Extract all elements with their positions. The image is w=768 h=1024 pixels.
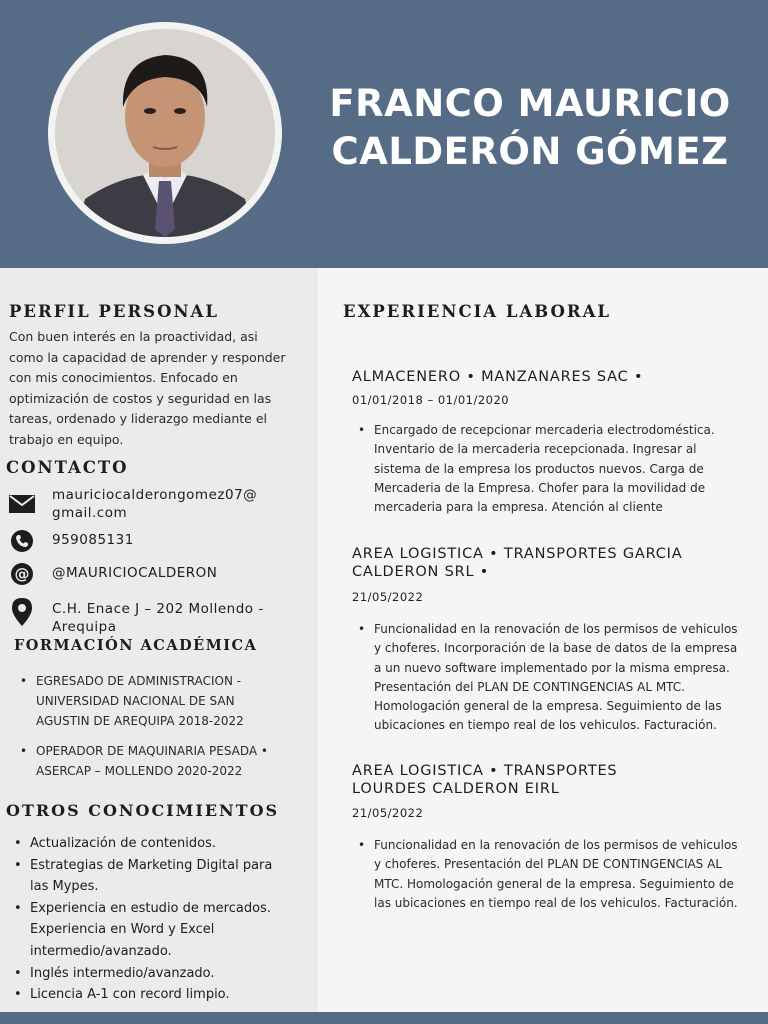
- contact-social[interactable]: [8, 562, 282, 586]
- envelope-icon: [8, 492, 36, 516]
- job-1-date: 01/01/2018 – 01/01/2020: [352, 393, 510, 407]
- address-line-1: C.H. Enace J – 202 Mollendo -: [52, 601, 264, 617]
- profile-photo-frame: [48, 22, 282, 244]
- otros-item: • Inglés intermedio/avanzado.: [12, 963, 292, 985]
- formacion-list: [18, 671, 288, 781]
- job-2-list: [356, 620, 741, 736]
- contact-email[interactable]: [8, 486, 282, 522]
- job-1-desc: • Encargado de recepcionar mercaderia electrodoméstica. Inventario de la mercaderia recepcionada. Ingresar al sistema de la empresa los productos nuevos. Carga de Mercaderia de la Empresa. Chofer para la movilidad de mercaderia para la empresa. Atención al cliente: [356, 421, 741, 517]
- full-name: [300, 80, 760, 176]
- otros-item: • Estrategias de Marketing Digital para las Mypes.: [12, 855, 292, 898]
- contacto-title: CONTACTO: [6, 458, 129, 477]
- formacion-item: • EGRESADO DE ADMINISTRACION - UNIVERSIDAD NACIONAL DE SAN AGUSTIN DE AREQUIPA 2018-2022: [18, 671, 288, 731]
- perfil-title: PERFIL PERSONAL: [9, 302, 219, 321]
- otros-item: • Experiencia en estudio de mercados. Experiencia en Word y Excel intermedio/avanzado.: [12, 898, 292, 963]
- job-3-date: 21/05/2022: [352, 806, 424, 820]
- profile-photo: [55, 29, 275, 237]
- email-line-2: gmail.com: [52, 505, 128, 521]
- header-banner: [0, 0, 768, 268]
- job-1-title: ALMACENERO • MANZANARES SAC •: [352, 369, 644, 385]
- email-line-1: mauriciocalderongomez07@: [52, 487, 258, 503]
- job-2-date: 21/05/2022: [352, 590, 424, 604]
- contact-address: [8, 597, 282, 636]
- formacion-title: FORMACIÓN ACADÉMICA: [14, 637, 258, 654]
- job-2-desc: • Funcionalidad en la renovación de los permisos de vehiculos y choferes. Incorporación de la base de datos de la empresa a un nuevo software implementado por la misma empresa. Presentación del PLAN DE CONTINGENCIAS AL MTC. Homologación general de la empresa. Seguimiento de las ubicaciones en tiempo real de los vehiculos. Facturación.: [356, 620, 741, 736]
- contact-phone[interactable]: [8, 529, 282, 553]
- job-3-list: [356, 836, 741, 913]
- address-line-2: Arequipa: [52, 619, 117, 635]
- job-3-desc: • Funcionalidad en la renovación de los permisos de vehiculos y choferes. Presentación del PLAN DE CONTINGENCIAS AL MTC. Homologación general de la empresa. Seguimiento de las ubicaciones en tiempo real de los vehiculos. Facturación.: [356, 836, 741, 913]
- name-line-2: CALDERÓN GÓMEZ: [331, 130, 729, 173]
- location-pin-icon: [8, 597, 36, 627]
- footer-bar: [0, 1012, 768, 1024]
- job-1-list: [356, 421, 741, 517]
- job-3-title: AREA LOGISTICA • TRANSPORTES LOURDES CALDERON EIRL: [352, 763, 618, 797]
- formacion-item: • OPERADOR DE MAQUINARIA PESADA • ASERCAP – MOLLENDO 2020-2022: [18, 741, 288, 781]
- otros-item: • Actualización de contenidos.: [12, 833, 292, 855]
- name-line-1: FRANCO MAURICIO: [329, 82, 731, 125]
- otros-list: [12, 833, 292, 1006]
- experiencia-title: EXPERIENCIA LABORAL: [343, 302, 611, 321]
- otros-title: OTROS CONOCIMIENTOS: [6, 801, 280, 820]
- otros-item: • Licencia A-1 con record limpio.: [12, 984, 292, 1006]
- phone-icon: [8, 529, 36, 553]
- at-sign-icon: [8, 562, 36, 586]
- perfil-text: Con buen interés en la proactividad, asi como la capacidad de aprender y responder con mis conocimientos. Enfocado en optimización de costos y seguridad en las tareas, ordenado y liderazgo mediante el trabajo en equipo.: [9, 329, 286, 447]
- svg-text:@: @: [14, 565, 30, 583]
- social-handle: @MAURICIOCALDERON: [52, 565, 218, 581]
- phone-number: 959085131: [52, 532, 134, 548]
- job-2-title: AREA LOGISTICA • TRANSPORTES GARCIA CALDERON SRL •: [352, 546, 683, 580]
